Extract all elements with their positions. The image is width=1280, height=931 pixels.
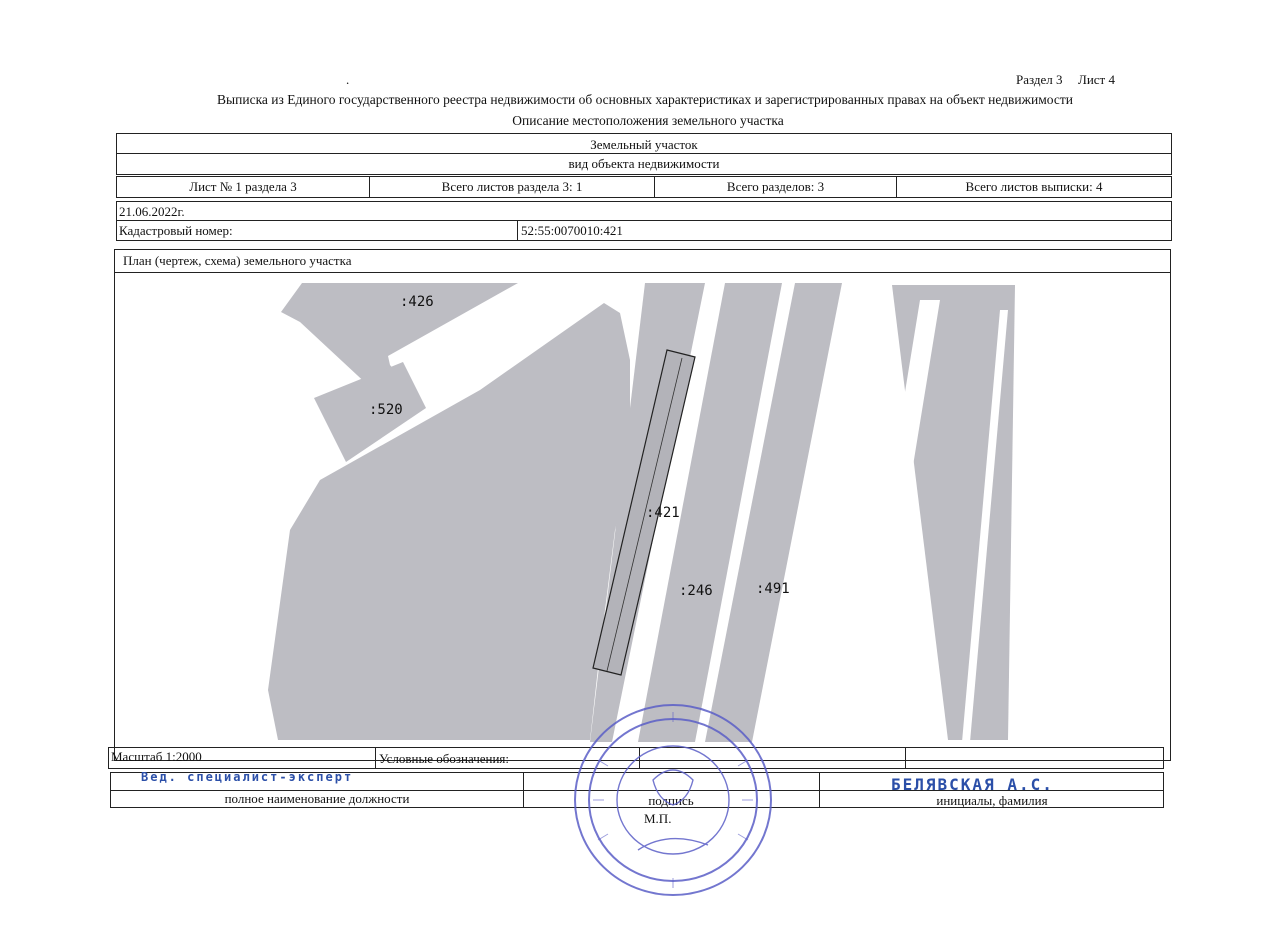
total-extract-sheets: Всего листов выписки: 4 (965, 179, 1103, 194)
parcel-large-shape (268, 303, 630, 740)
cadastral-number: 52:55:0070010:421 (521, 223, 623, 238)
name-handwritten: БЕЛЯВСКАЯ А.С. (891, 775, 1054, 794)
plan-title: План (чертеж, схема) земельного участка (123, 253, 352, 268)
object-kind-caption: вид объекта недвижимости (568, 156, 720, 171)
sheet-of-section: Лист № 1 раздела 3 (117, 177, 370, 197)
scale: Масштаб 1:2000 (111, 749, 202, 764)
total-section-sheets: Всего листов раздела 3: 1 (370, 177, 655, 197)
official-seal-icon (568, 700, 778, 900)
signature-caption: подпись (648, 793, 694, 808)
parcel-label-426: :426 (400, 294, 434, 310)
divider (375, 748, 376, 768)
position-handwritten: Вед. специалист-эксперт (141, 770, 354, 784)
document-subtitle: Описание местоположения земельного участка (512, 113, 784, 128)
parcel-label-491: :491 (756, 581, 790, 597)
parcel-label-246: :246 (679, 583, 713, 599)
parcel-label-421: :421 (646, 505, 680, 521)
document-title: Выписка из Единого государственного реестра недвижимости об основных характеристиках и зарегистрированных правах на объект недвижимости (217, 92, 1073, 107)
stamp-caption: М.П. (644, 811, 672, 826)
cadastral-label: Кадастровый номер: (119, 223, 233, 238)
legend-label: Условные обозначения: (379, 751, 510, 766)
extract-date: 21.06.2022г. (119, 204, 185, 219)
total-sections: Всего разделов: 3 (655, 177, 897, 197)
name-caption: инициалы, фамилия (936, 793, 1048, 808)
section-label: Раздел 3 (1016, 72, 1063, 87)
object-name: Земельный участок (590, 137, 698, 152)
parcel-label-520: :520 (369, 402, 403, 418)
position-caption: полное наименование должности (224, 791, 410, 806)
divider (905, 748, 906, 768)
header-dot: . (346, 72, 350, 87)
sheet-label: Лист 4 (1078, 72, 1115, 87)
